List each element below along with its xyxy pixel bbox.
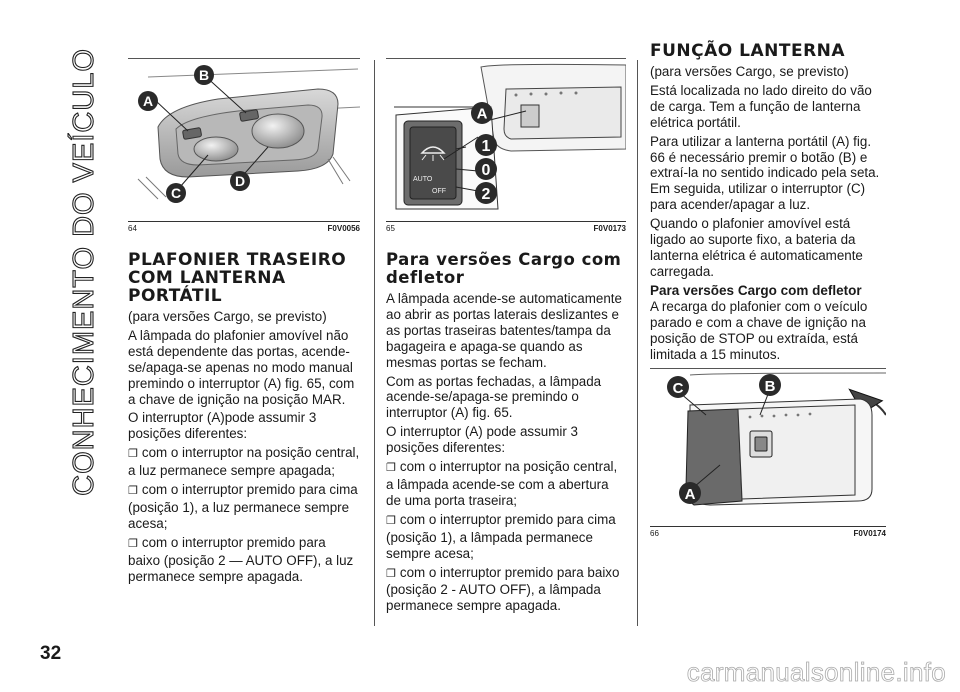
paragraph: A recarga do plafonier com o veículo parado e com a chave de ignição na posição de STOP ou extraída, está limitada a 15 minutos.	[650, 298, 868, 362]
paragraph: Para utilizar a lanterna portátil (A) fig. 66 é necessário premir o botão (B) e extraí-la no sentido indicado pela seta. Em seguida, utilizar o interruptor (C) para acender/apagar a luz.	[650, 133, 880, 213]
column-divider	[637, 60, 638, 626]
figure-number: 64	[128, 224, 137, 233]
figure-caption	[386, 221, 626, 233]
figure-caption	[128, 221, 360, 233]
callout-c	[166, 183, 186, 203]
paragraph: (para versões Cargo, se previsto)	[128, 309, 327, 324]
paragraph: A lâmpada acende-se automaticamente ao abrir as portas laterais deslizantes e as portas traseiras batentes/tampa da bagageira e apaga-se quando as mesmas portas se fecham.	[386, 291, 622, 370]
callout-b	[759, 374, 781, 396]
bullet-item: ❐ com o interruptor premido para cima (posição 1), a luz permanece sempre acesa;	[128, 482, 360, 532]
portable-torch-illustration	[650, 369, 886, 519]
svg-text:C: C	[672, 380, 684, 398]
svg-text:C: C	[170, 185, 182, 201]
paragraph: A lâmpada do plafonier amovível não está dependente das portas, acende-se/apaga-se apenas no modo manual premindo o interruptor (A) fig. 65, com a chave de ignição na posição MAR.	[128, 327, 355, 407]
column-divider	[374, 60, 375, 626]
callout-2	[475, 182, 497, 204]
watermark: carmanualsonline.info	[686, 657, 946, 687]
paragraph: (para versões Cargo, se previsto)	[650, 64, 849, 79]
rear-dome-light-illustration	[128, 59, 360, 214]
figure-66	[650, 368, 886, 538]
section-heading: FUNÇÃO LANTERNA	[650, 41, 846, 61]
callout-b	[194, 65, 214, 85]
svg-text:B: B	[198, 67, 210, 83]
paragraph: Com as portas fechadas, a lâmpada acende-se/apaga-se premindo o interruptor (A) fig. 65.	[386, 373, 602, 421]
svg-text:A: A	[684, 486, 696, 504]
section-heading: Para versões Cargo com defletor	[386, 250, 622, 287]
chapter-title: CONHECIMENTO DO VEÍCULO	[68, 48, 100, 496]
svg-text:1: 1	[481, 138, 491, 155]
svg-text:2: 2	[481, 186, 491, 203]
deflector-switch-illustration	[386, 59, 626, 214]
callout-a	[679, 482, 701, 504]
bullet-item: ❐ com o interruptor premido para baixo (posição 2 — AUTO OFF), a luz permanece sempre apagada.	[128, 535, 360, 585]
callout-c	[667, 376, 689, 398]
figure-65	[386, 58, 626, 233]
svg-text:A: A	[476, 105, 488, 123]
svg-text:D: D	[234, 173, 246, 189]
column-1	[128, 58, 360, 588]
svg-text:0: 0	[481, 162, 491, 179]
subheading: Para versões Cargo com defletor	[650, 282, 862, 298]
callout-d	[230, 171, 250, 191]
figure-code: F0V0174	[853, 529, 886, 539]
paragraph: Está localizada no lado direito do vão de carga. Tem a função de lanterna elétrica portátil.	[650, 82, 872, 130]
svg-text:AUTO: AUTO	[413, 176, 433, 183]
bullet-item: ❐ com o interruptor na posição central, a lâmpada acende-se com a abertura de uma porta traseira;	[386, 459, 626, 509]
callout-0	[475, 158, 497, 180]
section-heading: PLAFONIER TRASEIRO COM LANTERNA PORTÁTIL	[128, 250, 347, 306]
bullet-item: ❐ com o interruptor na posição central, a luz permanece sempre apagada;	[128, 445, 360, 479]
paragraph: Quando o plafonier amovível está ligado ao suporte fixo, a bateria da lanterna elétrica é automaticamente carregada.	[650, 216, 863, 279]
bullet-item: ❐ com o interruptor premido para cima (posição 1), a lâmpada permanece sempre acesa;	[386, 512, 626, 562]
figure-number: 66	[650, 529, 659, 539]
callout-a	[138, 91, 158, 111]
figure-caption	[650, 526, 886, 538]
figure-64	[128, 58, 360, 233]
figure-number: 65	[386, 224, 395, 233]
callout-a	[471, 102, 493, 124]
svg-text:A: A	[142, 93, 154, 109]
svg-text:B: B	[764, 378, 776, 396]
bullet-item: ❐ com o interruptor premido para baixo (posição 2 - AUTO OFF), a lâmpada permanece sempre apagada.	[386, 565, 626, 615]
column-2	[386, 58, 626, 617]
svg-text:OFF: OFF	[432, 188, 446, 195]
callout-1	[475, 134, 497, 156]
paragraph: O interruptor (A)pode assumir 3 posições diferentes:	[128, 410, 317, 442]
paragraph: O interruptor (A) pode assumir 3 posições diferentes:	[386, 424, 579, 456]
page-number: 32	[40, 643, 62, 664]
figure-code: F0V0173	[593, 224, 626, 233]
column-3	[650, 42, 886, 538]
figure-code: F0V0056	[327, 224, 360, 233]
